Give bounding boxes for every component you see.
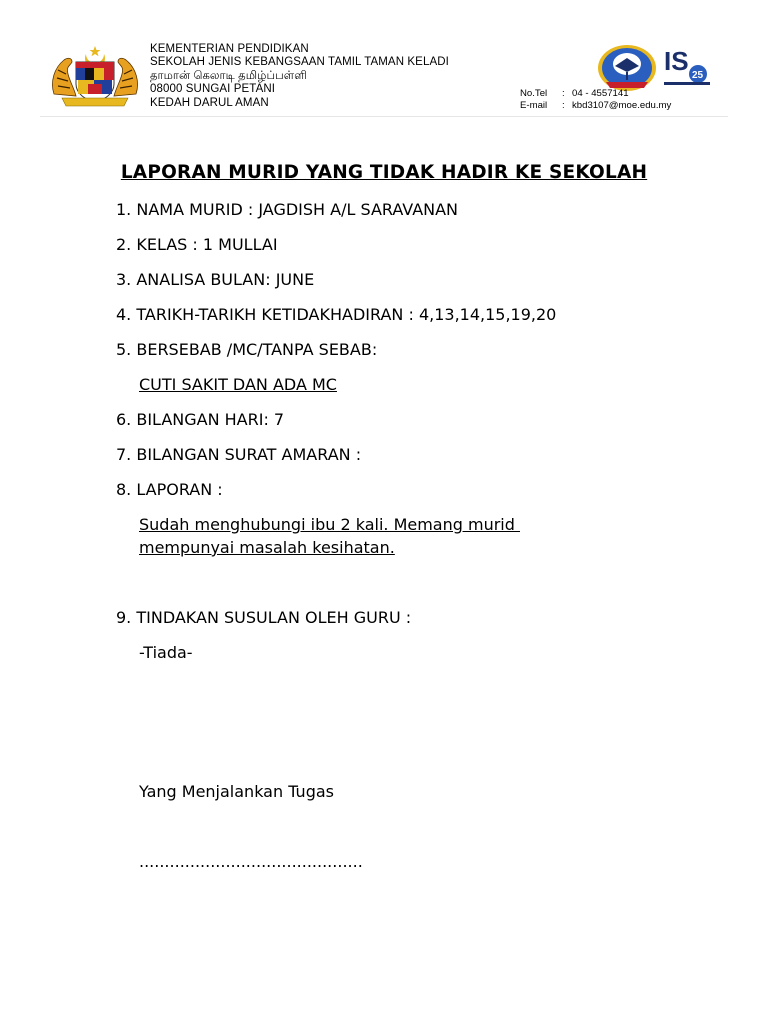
item-reason-label: 5. BERSEBAB /MC/TANPA SEBAB: xyxy=(116,340,378,359)
tel-label: No.Tel xyxy=(520,88,548,99)
postcode-city: 08000 SUNGAI PETANI xyxy=(150,83,276,96)
item-warning-letters: 7. BILANGAN SURAT AMARAN : xyxy=(116,445,362,464)
svg-text:IS: IS xyxy=(664,46,689,76)
report-text-line-1: Sudah menghubungi ibu 2 kali. Memang murid xyxy=(139,515,520,534)
contact-info xyxy=(520,88,671,112)
item-student-name: 1. NAMA MURID : JAGDISH A/L SARAVANAN xyxy=(116,200,459,219)
reason-value: CUTI SAKIT DAN ADA MC xyxy=(139,375,337,394)
signoff-text: Yang Menjalankan Tugas xyxy=(139,782,334,801)
email-label: E-mail xyxy=(520,100,548,111)
malaysia-coat-of-arms-icon xyxy=(48,44,142,108)
item-month: 3. ANALISA BULAN: JUNE xyxy=(116,270,315,289)
school-emblem-icon xyxy=(596,42,658,94)
report-title: LAPORAN MURID YANG TIDAK HADIR KE SEKOLAH xyxy=(120,162,648,183)
school-name: SEKOLAH JENIS KEBANGSAAN TAMIL TAMAN KELADI xyxy=(150,56,449,69)
signature-line: ............................................ xyxy=(139,852,363,871)
item-class: 2. KELAS : 1 MULLAI xyxy=(116,235,278,254)
item-report-label: 8. LAPORAN : xyxy=(116,480,223,499)
email-separator: : xyxy=(562,100,565,111)
iso-badge-number: 25 xyxy=(692,70,704,81)
item-day-count: 6. BILANGAN HARI: 7 xyxy=(116,410,285,429)
state: KEDAH DARUL AMAN xyxy=(150,96,269,109)
action-value: -Tiada- xyxy=(139,643,193,662)
school-name-tamil: தாமான் கெலாடி தமிழ்ப்பள்ளி xyxy=(150,69,308,82)
tel-value: 04 - 4557141 xyxy=(572,88,629,99)
school-address xyxy=(150,43,449,110)
item-teacher-action: 9. TINDAKAN SUSULAN OLEH GURU : xyxy=(116,608,412,627)
iso-certification-icon xyxy=(662,44,712,88)
email-value: kbd3107@moe.edu.my xyxy=(572,100,672,111)
item-absence-dates: 4. TARIKH-TARIKH KETIDAKHADIRAN : 4,13,14,15,19,20 xyxy=(116,305,557,324)
tel-separator: : xyxy=(562,88,565,99)
letterhead xyxy=(40,36,728,117)
ministry-name: KEMENTERIAN PENDIDIKAN xyxy=(150,43,309,55)
report-text-line-2: mempunyai masalah kesihatan. xyxy=(139,538,395,557)
